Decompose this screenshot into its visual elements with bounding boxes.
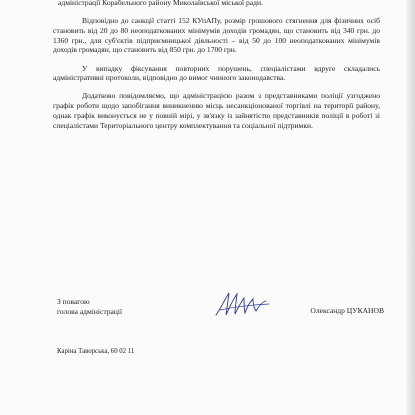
letter-paragraph-1: Відповідно до санкції статті 152 КУпАПу, розмір грошового стягнення для фізичних осіб становить від 20 до 80 неоподаткованих мінімумів доходів громадян, що становить від 340 грн. до 1360 грн., для суб'єктів підприємницької діяльності – від 50 до 100 неоподаткованих мінімумів доходів громадян, що становить від 850 грн. до 1700 грн.	[53, 16, 380, 55]
handwritten-signature	[213, 290, 273, 320]
signature-block	[57, 297, 384, 325]
executor-line: Каріна Таворська, 60 02 11	[57, 348, 135, 355]
signatory-position: голова адміністрації	[57, 306, 123, 316]
closing-text: З повагою	[57, 297, 90, 306]
page-edge-shadow	[406, 0, 415, 415]
letter-paragraph-2: У випадку фіксування повторних порушень, спеціалістами вдруге складались адміністративні протоколи, відповідно до вимог чинного законодавства.	[53, 63, 380, 83]
signatory-name: Олександр ЦУКАНОВ	[310, 306, 384, 315]
letter-top-line: адміністрації Корабельного району Миколаївської міської ради.	[58, 0, 263, 7]
letter-body	[53, 0, 380, 130]
letter-paragraph-3: Додатково повідомляємо, що адміністрацією разом з представниками поліції узгоджено графік роботи щодо запобігання виникненню місць несанкціонованої торгівлі на території району, однак графік виконується не у повній мірі, у зв'язку із зайнятістю представників поліції в роботі зі спеціалістами Територіального центру комплектування та соціальної підтримки.	[53, 91, 380, 130]
